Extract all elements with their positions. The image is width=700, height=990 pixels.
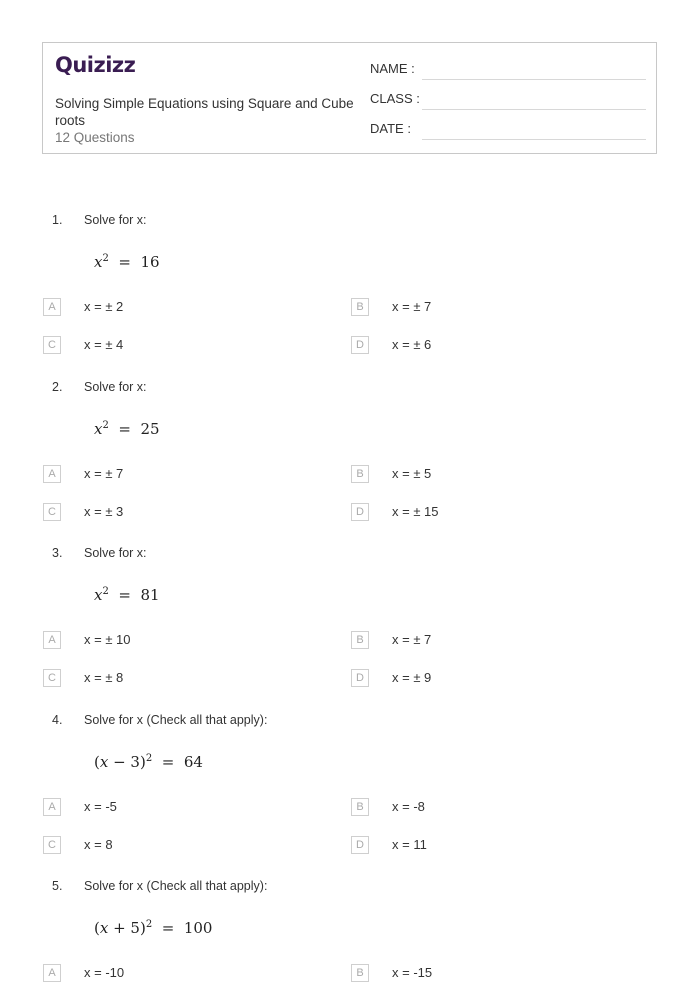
date-field[interactable] <box>422 139 646 140</box>
question-number: 1. <box>52 213 63 227</box>
option-d-text: x = ± 6 <box>392 337 432 352</box>
worksheet-title: Solving Simple Equations using Square and Cube roots <box>55 96 354 128</box>
option-a-checkbox[interactable]: A <box>43 298 61 316</box>
option-b-checkbox[interactable]: B <box>351 465 369 483</box>
option-b-text: x = ± 7 <box>392 299 432 314</box>
question-equation: $(x + 5)^2 = 100$ <box>94 919 213 937</box>
option-d-text: x = ± 15 <box>392 503 439 519</box>
question-number: 4. <box>52 712 63 727</box>
option-a-checkbox[interactable]: A <box>43 465 61 483</box>
option-a-checkbox[interactable]: A <box>43 631 61 649</box>
worksheet-header <box>42 42 657 154</box>
option-a-text: x = ± 7 <box>84 465 124 481</box>
option-b-text: x = -8 <box>392 798 425 814</box>
option-b-checkbox[interactable]: B <box>351 798 369 816</box>
question-equation: $(x - 3)^2 = 64$ <box>94 752 203 771</box>
question-text: Solve for x: <box>84 379 147 394</box>
option-b-checkbox[interactable]: B <box>351 298 369 316</box>
question-text: Solve for x (Check all that apply): <box>84 712 268 727</box>
question-equation: $x^2 = 25$ <box>94 419 160 438</box>
option-d-checkbox[interactable]: D <box>351 669 369 687</box>
option-a-text: x = ± 2 <box>84 299 124 314</box>
question-equation: $x^2 = 16$ <box>94 253 160 271</box>
option-b-text: x = -15 <box>392 965 433 980</box>
option-c-text: x = ± 8 <box>84 670 124 685</box>
question-number: 3. <box>52 546 63 560</box>
option-c-text: x = ± 3 <box>84 503 124 519</box>
option-a-checkbox[interactable]: A <box>43 964 61 982</box>
question-number: 5. <box>52 879 63 893</box>
option-d-checkbox[interactable]: D <box>351 836 369 854</box>
name-label: NAME : <box>370 61 415 76</box>
option-c-checkbox[interactable]: C <box>43 669 61 687</box>
date-label: DATE : <box>370 121 411 136</box>
option-d-text: x = 11 <box>392 836 427 852</box>
option-b-text: x = ± 5 <box>392 465 432 481</box>
option-a-text: x = -5 <box>84 798 117 814</box>
option-a-text: x = ± 10 <box>84 632 131 647</box>
option-a-text: x = -10 <box>84 965 125 980</box>
option-d-checkbox[interactable]: D <box>351 503 369 521</box>
question-equation: $x^2 = 81$ <box>94 586 160 604</box>
class-field[interactable] <box>422 109 646 110</box>
option-c-checkbox[interactable]: C <box>43 336 61 354</box>
option-a-checkbox[interactable]: A <box>43 798 61 816</box>
question-number: 2. <box>52 379 63 394</box>
option-d-checkbox[interactable]: D <box>351 336 369 354</box>
question-text: Solve for x (Check all that apply): <box>84 879 268 893</box>
option-c-checkbox[interactable]: C <box>43 836 61 854</box>
question-count: 12 Questions <box>55 130 135 145</box>
question-text: Solve for x: <box>84 213 147 227</box>
option-d-text: x = ± 9 <box>392 670 432 685</box>
class-label: CLASS : <box>370 91 420 106</box>
option-b-checkbox[interactable]: B <box>351 631 369 649</box>
quizizz-logo: Quizizz <box>55 53 136 77</box>
question-text: Solve for x: <box>84 546 147 560</box>
name-field[interactable] <box>422 79 646 80</box>
option-c-text: x = ± 4 <box>84 337 124 352</box>
option-b-checkbox[interactable]: B <box>351 964 369 982</box>
option-b-text: x = ± 7 <box>392 632 432 647</box>
option-c-text: x = 8 <box>84 836 113 852</box>
option-c-checkbox[interactable]: C <box>43 503 61 521</box>
